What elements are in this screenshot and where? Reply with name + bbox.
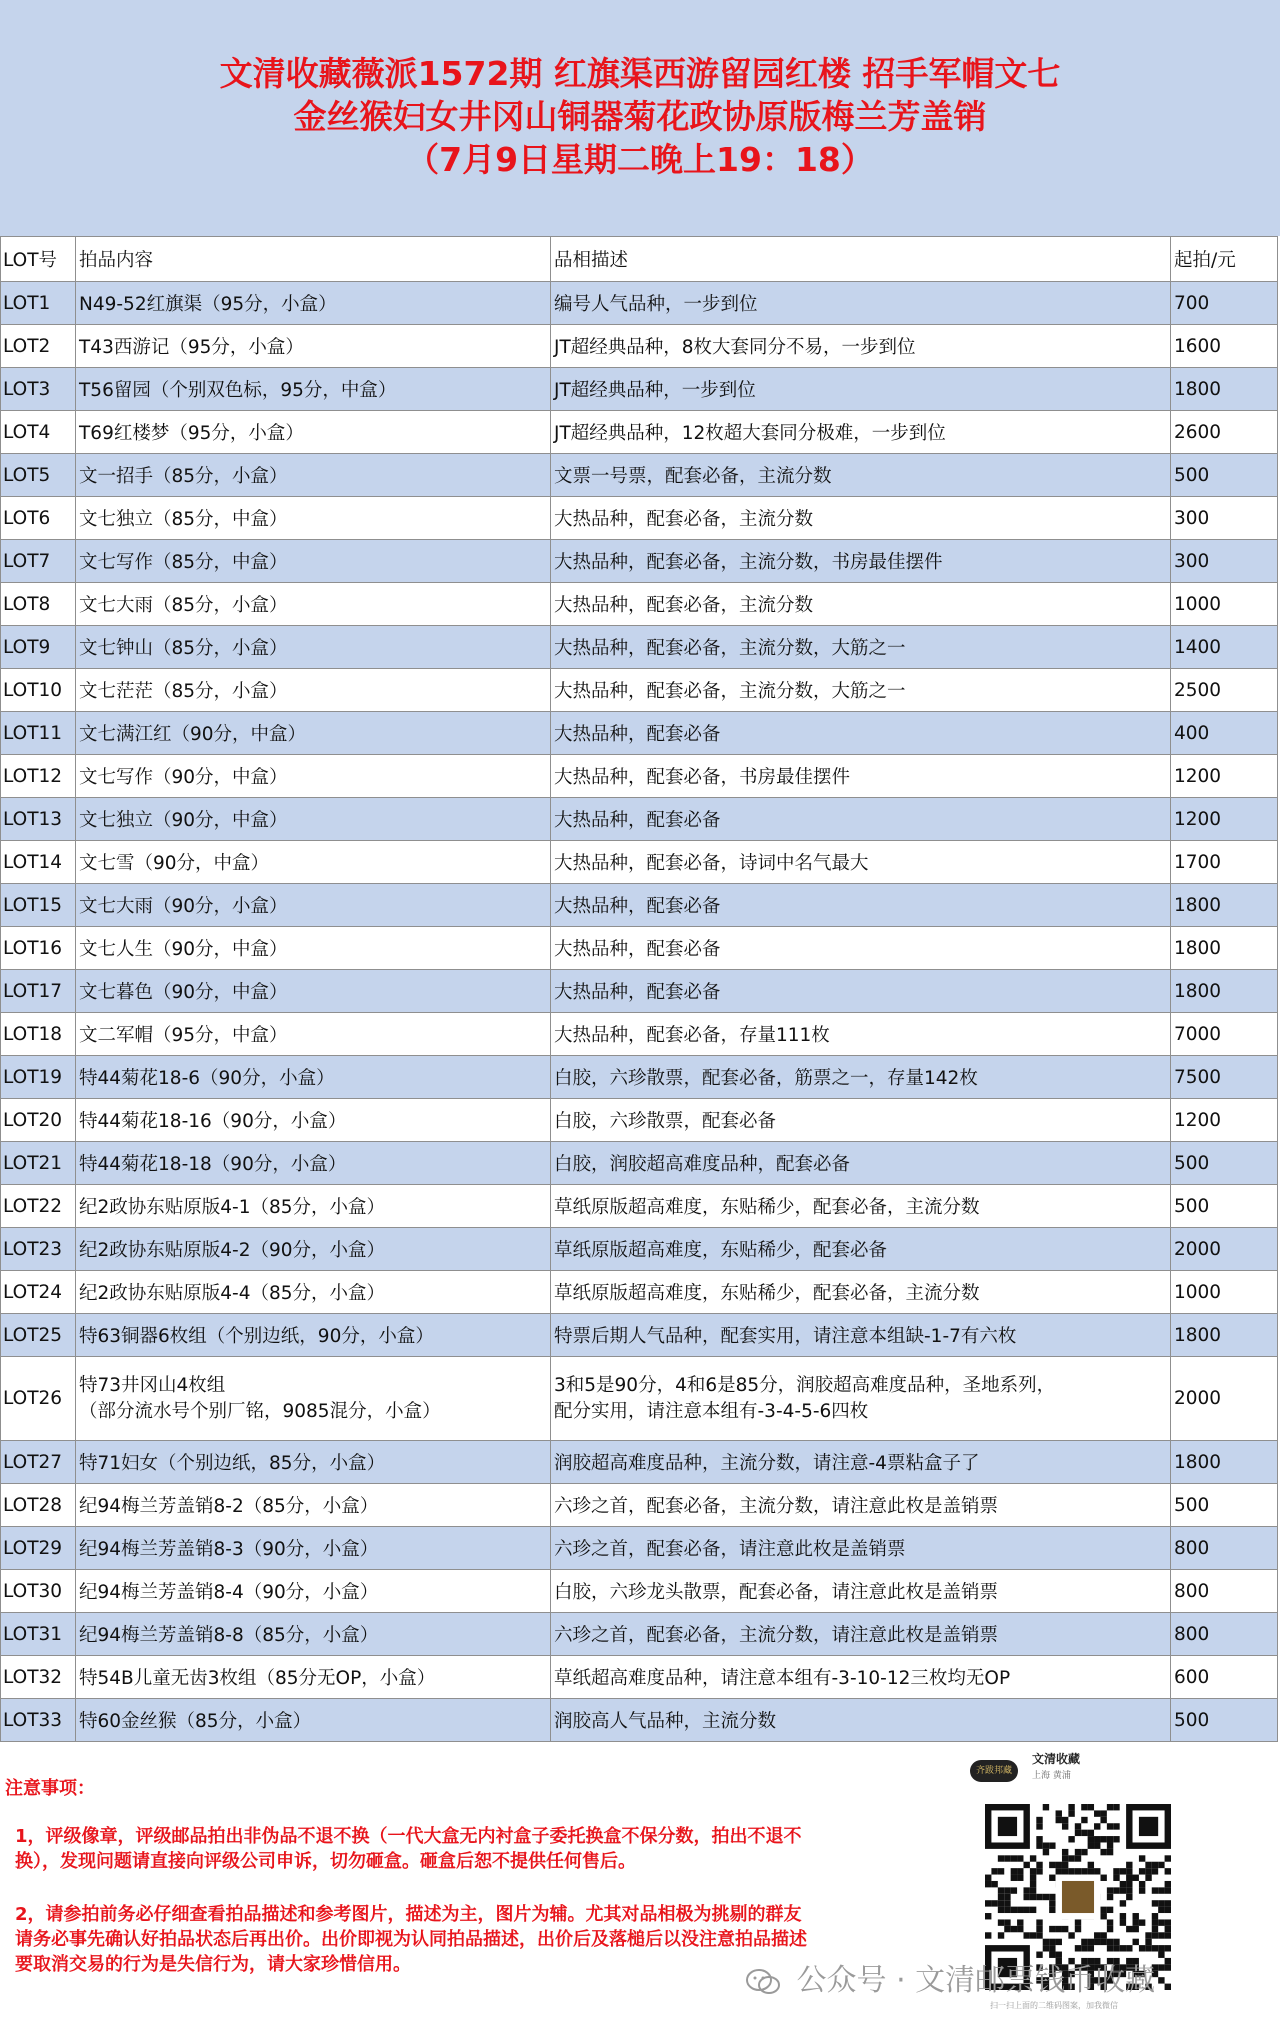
- lot-item: 文七满江红（90分，中盒）: [76, 712, 551, 755]
- lot-start-price: 1400: [1171, 626, 1278, 669]
- lot-item: 纪2政协东贴原版4-1（85分，小盒）: [76, 1185, 551, 1228]
- lot-condition: 大热品种，配套必备: [551, 712, 1171, 755]
- lot-condition: JT超经典品种，8枚大套同分不易，一步到位: [551, 325, 1171, 368]
- lot-item: 特54B儿童无齿3枚组（85分无OP，小盒）: [76, 1656, 551, 1699]
- lot-condition: 六珍之首，配套必备，主流分数，请注意此枚是盖销票: [551, 1484, 1171, 1527]
- lot-start-price: 1600: [1171, 325, 1278, 368]
- lot-item: 文七人生（90分，中盒）: [76, 927, 551, 970]
- lot-number: LOT11: [1, 712, 76, 755]
- lot-number: LOT25: [1, 1314, 76, 1357]
- lot-number: LOT13: [1, 798, 76, 841]
- lot-start-price: 500: [1171, 454, 1278, 497]
- lot-item: 纪94梅兰芳盖销8-3（90分，小盒）: [76, 1527, 551, 1570]
- lot-number: LOT1: [1, 282, 76, 325]
- lot-number: LOT9: [1, 626, 76, 669]
- title-line-1: 文清收藏薇派1572期 红旗渠西游留园红楼 招手军帽文七: [219, 54, 1061, 93]
- table-row: [1, 540, 1278, 583]
- lot-number: LOT10: [1, 669, 76, 712]
- table-row: [1, 1441, 1278, 1484]
- lot-condition: 白胶，六珍散票，配套必备: [551, 1099, 1171, 1142]
- table-row: [1, 884, 1278, 927]
- title-line-3: （7月9日星期二晚上19：18）: [406, 140, 874, 179]
- lot-number: LOT15: [1, 884, 76, 927]
- lot-condition: 草纸超高难度品种，请注意本组有-3-10-12三枚均无OP: [551, 1656, 1171, 1699]
- lot-condition: 大热品种，配套必备，存量111枚: [551, 1013, 1171, 1056]
- lot-number: LOT3: [1, 368, 76, 411]
- lot-item: 文七大雨（85分，小盒）: [76, 583, 551, 626]
- lot-item: T69红楼梦（95分，小盒）: [76, 411, 551, 454]
- lot-start-price: 1200: [1171, 798, 1278, 841]
- table-row: [1, 1228, 1278, 1271]
- lot-number: LOT8: [1, 583, 76, 626]
- lot-item: 纪2政协东贴原版4-2（90分，小盒）: [76, 1228, 551, 1271]
- lot-number: LOT18: [1, 1013, 76, 1056]
- wechat-icon: [745, 1968, 781, 1996]
- lot-table-body: [1, 282, 1278, 1742]
- lot-start-price: 300: [1171, 497, 1278, 540]
- lot-item: 特71妇女（个别边纸，85分，小盒）: [76, 1441, 551, 1484]
- lot-condition: 六珍之首，配套必备，请注意此枚是盖销票: [551, 1527, 1171, 1570]
- lot-number: LOT23: [1, 1228, 76, 1271]
- lot-item: 纪2政协东贴原版4-4（85分，小盒）: [76, 1271, 551, 1314]
- lot-number: LOT24: [1, 1271, 76, 1314]
- lot-condition: 大热品种，配套必备，主流分数: [551, 497, 1171, 540]
- lot-item: 文七写作（90分，中盒）: [76, 755, 551, 798]
- table-row: [1, 282, 1278, 325]
- lot-item: 文一招手（85分，小盒）: [76, 454, 551, 497]
- title-line-2: 金丝猴妇女井冈山铜器菊花政协原版梅兰芳盖销: [293, 97, 987, 136]
- table-row: [1, 368, 1278, 411]
- table-row: [1, 1527, 1278, 1570]
- lot-item: 文七写作（85分，中盒）: [76, 540, 551, 583]
- lot-number: LOT6: [1, 497, 76, 540]
- lot-item: 特60金丝猴（85分，小盒）: [76, 1699, 551, 1742]
- page-title: [0, 52, 1280, 181]
- lot-start-price: 500: [1171, 1484, 1278, 1527]
- lot-start-price: 2000: [1171, 1228, 1278, 1271]
- table-row: [1, 583, 1278, 626]
- table-row: [1, 1271, 1278, 1314]
- note-1: 1，评级像章，评级邮品拍出非伪品不退不换（一代大盒无内衬盒子委托换盒不保分数，拍出不退不换），发现问题请直接向评级公司申诉，切勿砸盒。砸盒后恕不提供任何售后。: [15, 1826, 802, 1872]
- lot-number: LOT28: [1, 1484, 76, 1527]
- lot-number: LOT20: [1, 1099, 76, 1142]
- lot-start-price: 1200: [1171, 755, 1278, 798]
- lot-start-price: 500: [1171, 1185, 1278, 1228]
- lot-start-price: 2600: [1171, 411, 1278, 454]
- table-row: [1, 669, 1278, 712]
- lot-condition: 大热品种，配套必备，书房最佳摆件: [551, 755, 1171, 798]
- lot-number: LOT7: [1, 540, 76, 583]
- table-row: [1, 1314, 1278, 1357]
- lot-start-price: 7500: [1171, 1056, 1278, 1099]
- qr-caption: 扫一扫上面的二维码图案，加我微信: [990, 2001, 1118, 2010]
- lot-condition: 大热品种，配套必备: [551, 884, 1171, 927]
- lot-item: 特44菊花18-16（90分，小盒）: [76, 1099, 551, 1142]
- lot-start-price: 1000: [1171, 583, 1278, 626]
- lot-number: LOT5: [1, 454, 76, 497]
- watermark-text: 公众号 · 文清邮票钱币收藏: [796, 1963, 1156, 1998]
- lot-start-price: 1800: [1171, 368, 1278, 411]
- table-row: [1, 1013, 1278, 1056]
- lot-condition: 大热品种，配套必备，主流分数，大筋之一: [551, 669, 1171, 712]
- lot-start-price: 1800: [1171, 884, 1278, 927]
- lot-start-price: 1800: [1171, 1314, 1278, 1357]
- table-row: [1, 1484, 1278, 1527]
- brand-name: 文清收藏: [1032, 1752, 1081, 1766]
- lot-condition: 白胶，六珍散票，配套必备，筋票之一，存量142枚: [551, 1056, 1171, 1099]
- header-item: 拍品内容: [76, 237, 551, 282]
- lot-start-price: 700: [1171, 282, 1278, 325]
- table-row: [1, 1613, 1278, 1656]
- lot-item: 文七独立（85分，中盒）: [76, 497, 551, 540]
- lot-start-price: 1000: [1171, 1271, 1278, 1314]
- notes-title: 注意事项：: [5, 1778, 95, 1799]
- table-row: [1, 626, 1278, 669]
- lot-number: LOT30: [1, 1570, 76, 1613]
- lot-condition: 草纸原版超高难度，东贴稀少，配套必备: [551, 1228, 1171, 1271]
- lot-item: 纪94梅兰芳盖销8-2（85分，小盒）: [76, 1484, 551, 1527]
- header-lot: LOT号: [1, 237, 76, 282]
- lot-start-price: 500: [1171, 1142, 1278, 1185]
- table-row: [1, 411, 1278, 454]
- lot-item: 文七大雨（90分，小盒）: [76, 884, 551, 927]
- table-row: [1, 1142, 1278, 1185]
- lot-table: [0, 236, 1278, 1742]
- lot-condition: 编号人气品种，一步到位: [551, 282, 1171, 325]
- lot-condition: 大热品种，配套必备: [551, 798, 1171, 841]
- lot-start-price: 300: [1171, 540, 1278, 583]
- table-row: [1, 1570, 1278, 1613]
- lot-item: 纪94梅兰芳盖销8-4（90分，小盒）: [76, 1570, 551, 1613]
- lot-condition: 大热品种，配套必备，主流分数，书房最佳摆件: [551, 540, 1171, 583]
- lot-number: LOT21: [1, 1142, 76, 1185]
- table-row: [1, 927, 1278, 970]
- lot-condition: 大热品种，配套必备，主流分数: [551, 583, 1171, 626]
- lot-start-price: 1200: [1171, 1099, 1278, 1142]
- lot-number: LOT22: [1, 1185, 76, 1228]
- lot-number: LOT4: [1, 411, 76, 454]
- lot-condition: 大热品种，配套必备: [551, 927, 1171, 970]
- lot-start-price: 800: [1171, 1527, 1278, 1570]
- lot-start-price: 600: [1171, 1656, 1278, 1699]
- table-row: [1, 970, 1278, 1013]
- lot-start-price: 800: [1171, 1613, 1278, 1656]
- brand-location: 上海 黄浦: [1032, 1771, 1071, 1781]
- lot-condition: 大热品种，配套必备，诗词中名气最大: [551, 841, 1171, 884]
- lot-item: 特73井冈山4枚组 （部分流水号个别厂铭，9085混分，小盒）: [76, 1357, 551, 1441]
- lot-number: LOT26: [1, 1357, 76, 1441]
- lot-number: LOT14: [1, 841, 76, 884]
- table-row: [1, 1056, 1278, 1099]
- lot-start-price: 2000: [1171, 1357, 1278, 1441]
- lot-condition: 大热品种，配套必备，主流分数，大筋之一: [551, 626, 1171, 669]
- lot-number: LOT29: [1, 1527, 76, 1570]
- table-row: [1, 1656, 1278, 1699]
- lot-condition: 白胶，润胶超高难度品种，配套必备: [551, 1142, 1171, 1185]
- lot-number: LOT31: [1, 1613, 76, 1656]
- lot-start-price: 500: [1171, 1699, 1278, 1742]
- lot-number: LOT17: [1, 970, 76, 1013]
- lot-start-price: 1800: [1171, 1441, 1278, 1484]
- note-2: 2，请参拍前务必仔细查看拍品描述和参考图片，描述为主，图片为辅。尤其对品相极为挑剔的群友请务必事先确认好拍品状态后再出价。出价即视为认同拍品描述，出价后及落槌后以没注意拍品描述要取消交易的行为是失信行为，请大家珍惜信用。: [15, 1904, 807, 1975]
- lot-item: 文七独立（90分，中盒）: [76, 798, 551, 841]
- lot-number: LOT32: [1, 1656, 76, 1699]
- lot-condition: 白胶，六珍龙头散票，配套必备，请注意此枚是盖销票: [551, 1570, 1171, 1613]
- lot-number: LOT16: [1, 927, 76, 970]
- lot-condition: 大热品种，配套必备: [551, 970, 1171, 1013]
- table-row: [1, 841, 1278, 884]
- lot-item: 文七茫茫（85分，小盒）: [76, 669, 551, 712]
- brand-logo: 齐跋邦藏: [970, 1760, 1018, 1782]
- lot-start-price: 800: [1171, 1570, 1278, 1613]
- table-header-row: [1, 237, 1278, 282]
- lot-number: LOT12: [1, 755, 76, 798]
- lot-start-price: 1800: [1171, 970, 1278, 1013]
- table-row: [1, 755, 1278, 798]
- lot-number: LOT19: [1, 1056, 76, 1099]
- table-row: [1, 1099, 1278, 1142]
- header-banner: [0, 0, 1280, 236]
- lot-item: 特44菊花18-6（90分，小盒）: [76, 1056, 551, 1099]
- lot-item: 文七钟山（85分，小盒）: [76, 626, 551, 669]
- header-condition: 品相描述: [551, 237, 1171, 282]
- lot-start-price: 1800: [1171, 927, 1278, 970]
- lot-item: T43西游记（95分，小盒）: [76, 325, 551, 368]
- lot-start-price: 2500: [1171, 669, 1278, 712]
- table-row: [1, 325, 1278, 368]
- lot-item: 特44菊花18-18（90分，小盒）: [76, 1142, 551, 1185]
- lot-item: T56留园（个别双色标，95分，中盒）: [76, 368, 551, 411]
- table-row: [1, 1185, 1278, 1228]
- lot-item: 文七雪（90分，中盒）: [76, 841, 551, 884]
- lot-condition: 3和5是90分，4和6是85分，润胶超高难度品种，圣地系列， 配分实用，请注意本组有-3-4-5-6四枚: [551, 1357, 1171, 1441]
- lot-condition: 润胶超高难度品种，主流分数，请注意-4票粘盒子了: [551, 1441, 1171, 1484]
- lot-item: N49-52红旗渠（95分，小盒）: [76, 282, 551, 325]
- lot-condition: 文票一号票，配套必备，主流分数: [551, 454, 1171, 497]
- lot-item: 纪94梅兰芳盖销8-8（85分，小盒）: [76, 1613, 551, 1656]
- lot-number: LOT2: [1, 325, 76, 368]
- lot-start-price: 1700: [1171, 841, 1278, 884]
- table-row: [1, 712, 1278, 755]
- lot-item: 特63铜器6枚组（个别边纸，90分，小盒）: [76, 1314, 551, 1357]
- watermark: [745, 1955, 1155, 1999]
- table-row: [1, 798, 1278, 841]
- lot-condition: 草纸原版超高难度，东贴稀少，配套必备，主流分数: [551, 1271, 1171, 1314]
- lot-item: 文二军帽（95分，中盒）: [76, 1013, 551, 1056]
- lot-number: LOT27: [1, 1441, 76, 1484]
- lot-start-price: 400: [1171, 712, 1278, 755]
- table-row: [1, 497, 1278, 540]
- lot-condition: JT超经典品种，一步到位: [551, 368, 1171, 411]
- lot-number: LOT33: [1, 1699, 76, 1742]
- table-row: [1, 454, 1278, 497]
- lot-condition: 特票后期人气品种，配套实用，请注意本组缺-1-7有六枚: [551, 1314, 1171, 1357]
- header-start-price: 起拍/元: [1171, 237, 1278, 282]
- lot-item: 文七暮色（90分，中盒）: [76, 970, 551, 1013]
- table-row: [1, 1357, 1278, 1441]
- lot-condition: JT超经典品种，12枚超大套同分极难，一步到位: [551, 411, 1171, 454]
- lot-condition: 润胶高人气品种，主流分数: [551, 1699, 1171, 1742]
- lot-start-price: 7000: [1171, 1013, 1278, 1056]
- lot-condition: 草纸原版超高难度，东贴稀少，配套必备，主流分数: [551, 1185, 1171, 1228]
- lot-condition: 六珍之首，配套必备，主流分数，请注意此枚是盖销票: [551, 1613, 1171, 1656]
